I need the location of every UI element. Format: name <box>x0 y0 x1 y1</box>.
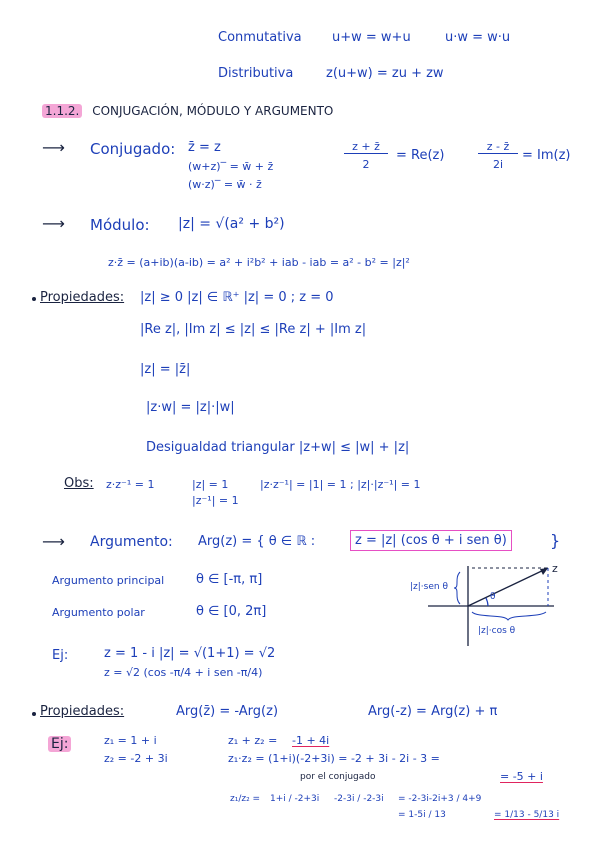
y-brace <box>454 572 460 604</box>
modulo-label: Módulo: <box>90 216 150 234</box>
section-heading <box>42 104 333 118</box>
ejemplo2-div-f2: -2-3i / -2-3i <box>334 794 384 804</box>
distributive-expr: z(u+w) = zu + zw <box>326 66 444 81</box>
im-numerator: z - z̄ <box>478 140 518 154</box>
argumento-principal-label: Argumento principal <box>52 574 165 587</box>
distributive-label: Distributiva <box>218 66 294 81</box>
diagram-y-label: |z|·sen θ <box>410 582 448 592</box>
ejemplo2-div-f3: = -2-3i-2i+3 / 4+9 <box>398 794 482 804</box>
conjugado-line2: (w+z)‾ = w̄ + z̄ <box>188 160 274 173</box>
z-vector <box>468 568 548 606</box>
modulo-expansion: z·z̄ = (a+ib)(a-ib) = a² + i²b² + iab - iab = a² - b² = |z|² <box>108 256 410 269</box>
angle-arc <box>486 598 488 606</box>
commutative-label: Conmutativa <box>218 30 302 45</box>
arrow-icon: ⟶ <box>42 138 65 157</box>
ejemplo2-note: por el conjugado <box>300 772 376 782</box>
section-title: CONJUGACIÓN, MÓDULO Y ARGUMENTO <box>92 104 334 118</box>
ejemplo1-line1: z = 1 - i |z| = √(1+1) = √2 <box>104 646 276 661</box>
im-denominator: 2i <box>492 158 504 171</box>
ejemplo2-div-f1: 1+i / -2+3i <box>270 794 320 804</box>
ejemplo1-label: Ej: <box>52 648 69 663</box>
obs-expr3: |z·z⁻¹| = |1| = 1 ; |z|·|z⁻¹| = 1 <box>260 478 421 491</box>
ejemplo2-product: z₁·z₂ = (1+i)(-2+3i) = -2 + 3i - 2i - 3 = <box>228 752 440 765</box>
argumento-def-box: z = |z| (cos θ + i sen θ) <box>350 530 512 551</box>
propiedades-line4: |z·w| = |z|·|w| <box>146 400 235 415</box>
obs-expr2a: |z| = 1 <box>192 478 229 491</box>
propiedades-line5: Desigualdad triangular |z+w| ≤ |w| + |z| <box>146 440 410 455</box>
ejemplo2-sum-result: -1 + 4i <box>292 734 330 747</box>
propiedades-line1: |z| ≥ 0 |z| ∈ ℝ⁺ |z| = 0 ; z = 0 <box>140 290 334 305</box>
bullet-icon <box>32 712 36 716</box>
conjugado-label: Conjugado: <box>90 140 176 158</box>
propiedades2-expr2: Arg(-z) = Arg(z) + π <box>368 704 498 719</box>
propiedades-line2: |Re z|, |Im z| ≤ |z| ≤ |Re z| + |Im z| <box>140 322 367 337</box>
modulo-def: |z| = √(a² + b²) <box>178 216 285 232</box>
obs-label: Obs: <box>64 476 94 491</box>
argumento-label: Argumento: <box>90 534 173 550</box>
conjugado-line3: (w·z)‾ = w̄ · z̄ <box>188 178 262 191</box>
ejemplo2-sum-prefix: z₁ + z₂ = <box>228 734 278 747</box>
im-result: = Im(z) <box>522 148 571 163</box>
conjugado-line1: z̄̄ = z <box>188 140 221 155</box>
obs-expr1: z·z⁻¹ = 1 <box>106 478 155 491</box>
propiedades-label: Propiedades: <box>40 290 125 305</box>
ejemplo2-label: Ej: <box>48 736 71 752</box>
x-brace <box>472 612 546 620</box>
ejemplo2-product-result: = -5 + i <box>500 770 543 783</box>
argumento-def-start: Arg(z) = { θ ∈ ℝ : <box>198 534 316 549</box>
re-numerator: z + z̄ <box>344 140 388 154</box>
propiedades-line3: |z| = |z̄| <box>140 362 191 377</box>
ejemplo2-div-prefix: z₁/z₂ = <box>230 794 261 804</box>
argumento-def-end: } <box>550 531 561 550</box>
propiedades2-expr1: Arg(z̄) = -Arg(z) <box>176 704 279 719</box>
section-number: 1.1.2. <box>42 104 82 118</box>
ejemplo2-div-f4: = 1-5i / 13 <box>398 810 446 820</box>
re-result: = Re(z) <box>396 148 445 163</box>
argumento-polar-range: θ ∈ [0, 2π] <box>196 604 267 619</box>
propiedades2-label: Propiedades: <box>40 704 125 719</box>
ejemplo2-z1: z₁ = 1 + i <box>104 734 157 747</box>
diagram-point-label: z <box>552 562 558 575</box>
obs-expr2b: |z⁻¹| = 1 <box>192 494 239 507</box>
ejemplo2-div-result: = 1/13 - 5/13 i <box>494 810 560 820</box>
re-denominator: 2 <box>362 158 370 171</box>
commutative-product: u·w = w·u <box>445 30 511 45</box>
commutative-sum: u+w = w+u <box>332 30 411 45</box>
argumento-principal-range: θ ∈ [-π, π] <box>196 572 263 587</box>
bullet-icon <box>32 297 36 301</box>
argumento-polar-label: Argumento polar <box>52 606 145 619</box>
diagram-x-label: |z|·cos θ <box>478 626 516 636</box>
ejemplo1-line2: z = √2 (cos -π/4 + i sen -π/4) <box>104 666 263 679</box>
arrow-icon: ⟶ <box>42 214 65 233</box>
ejemplo2-z2: z₂ = -2 + 3i <box>104 752 168 765</box>
arrow-icon: ⟶ <box>42 532 65 551</box>
diagram-angle-label: θ <box>490 592 496 602</box>
